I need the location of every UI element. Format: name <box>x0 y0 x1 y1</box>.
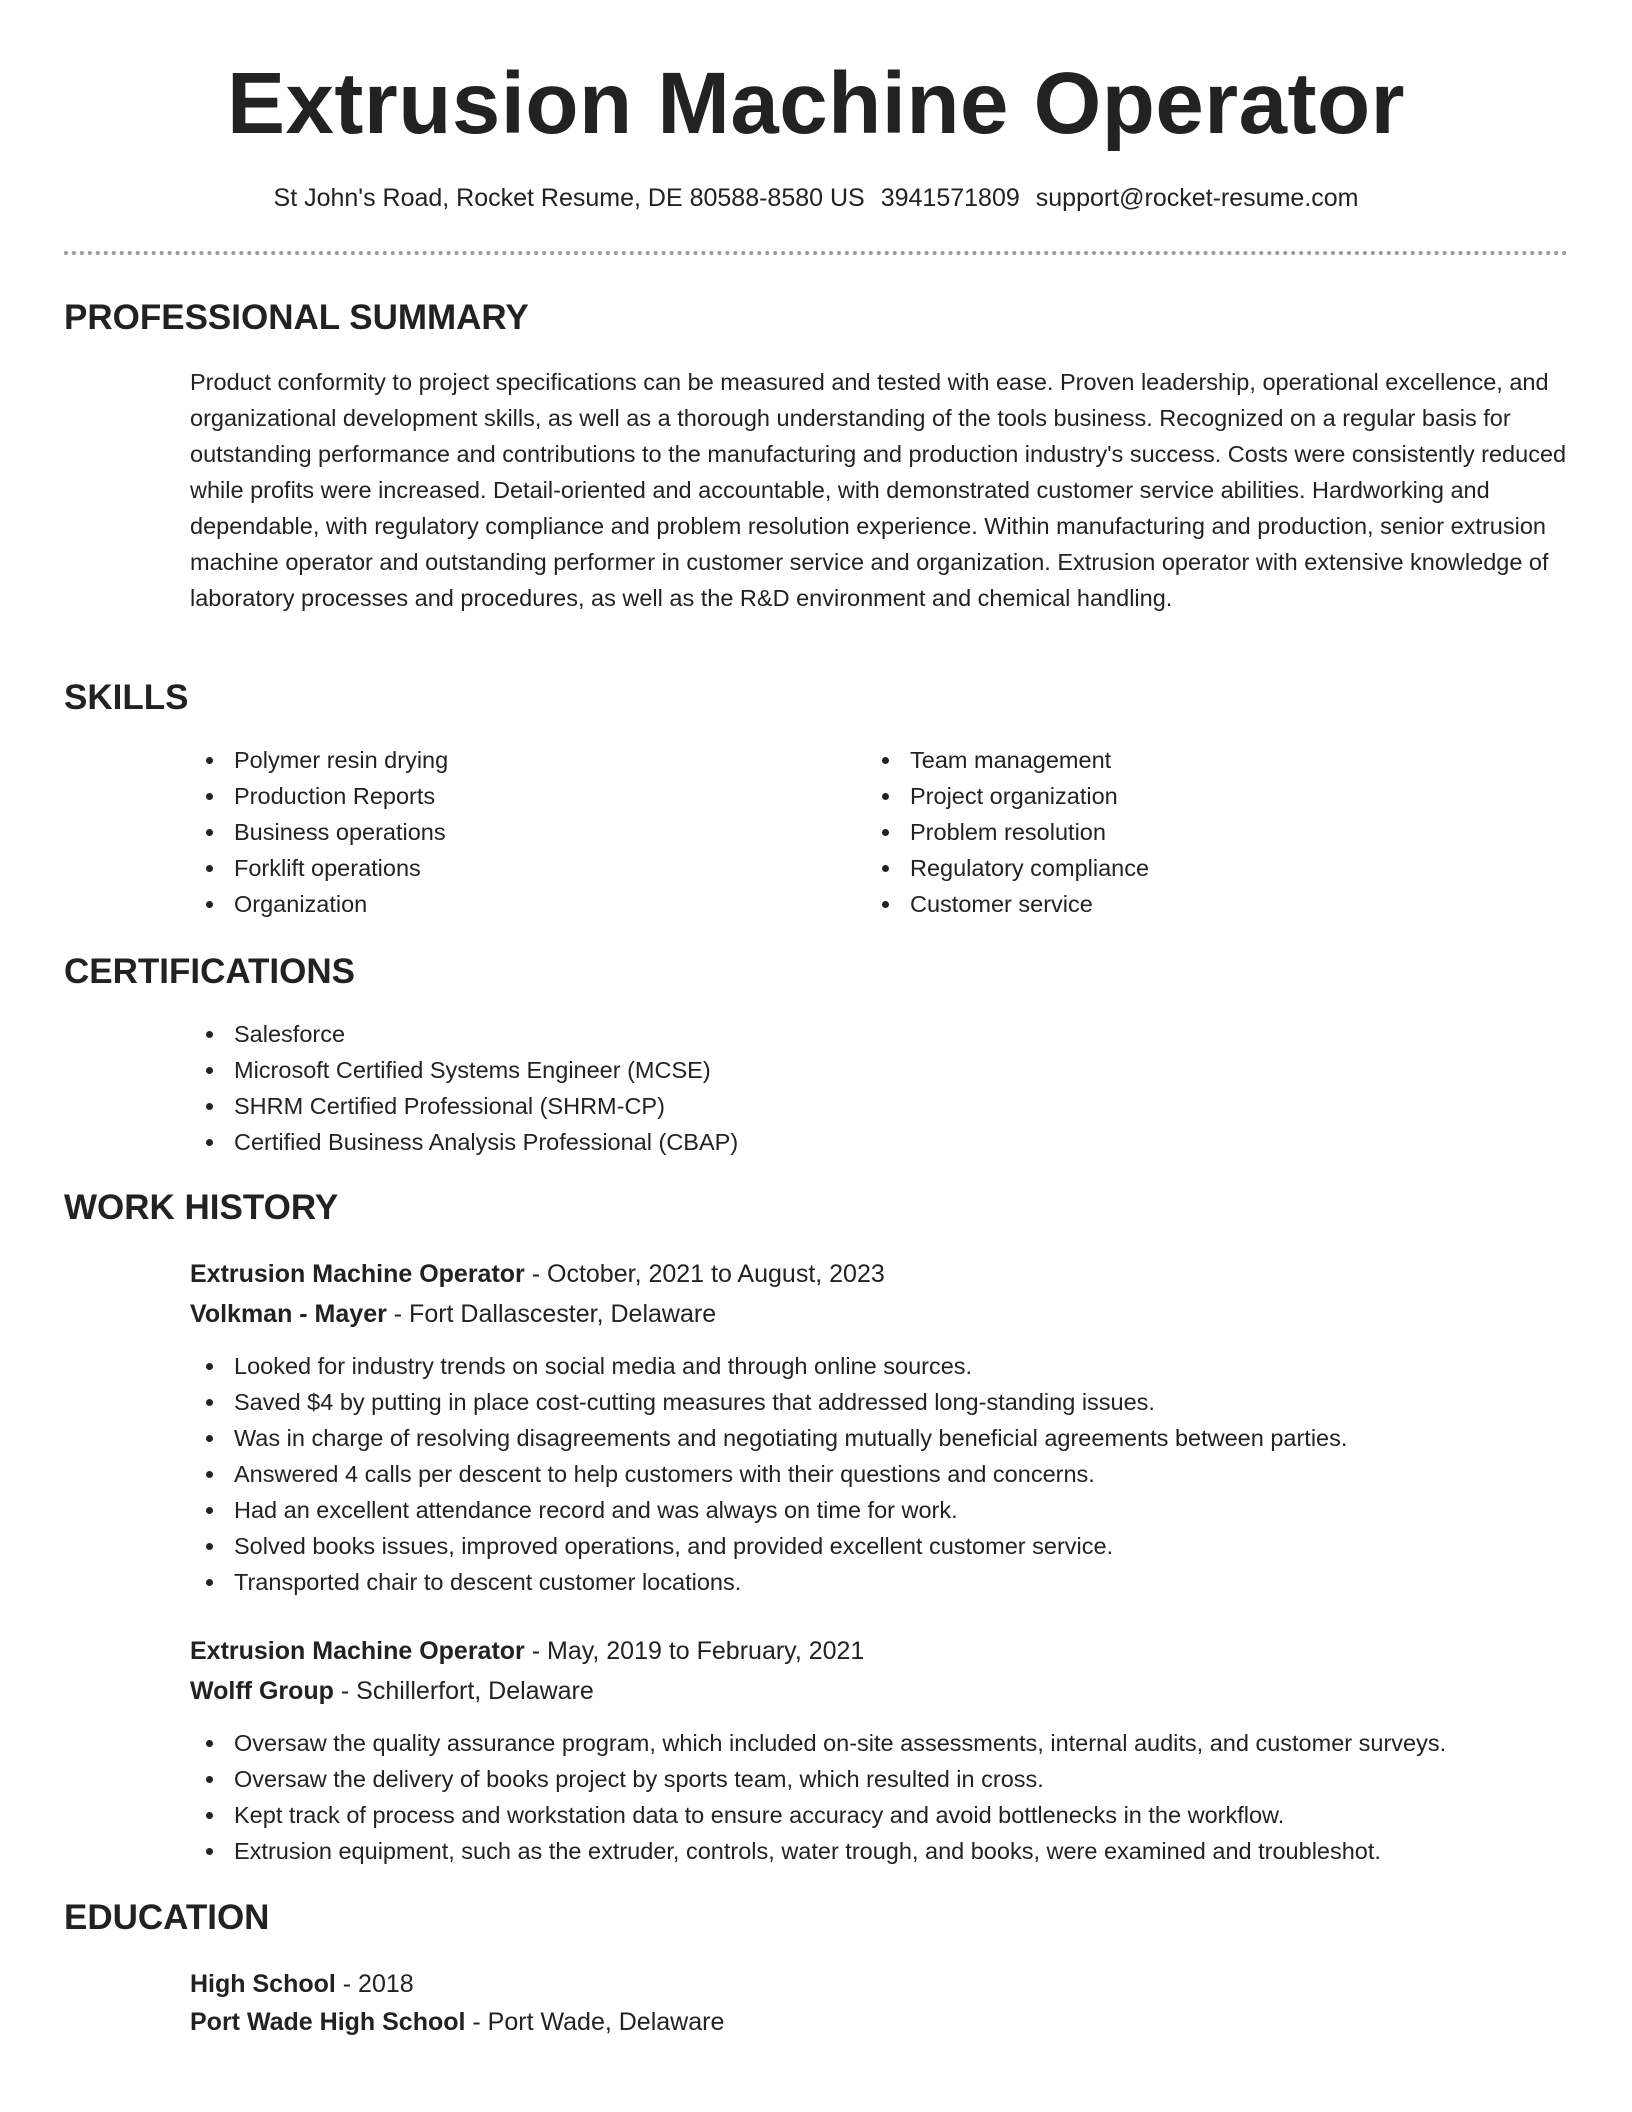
education-heading: EDUCATION <box>64 1898 270 1937</box>
job-title: Extrusion Machine Operator <box>190 1260 525 1288</box>
skill-item: Business operations <box>190 814 448 850</box>
education-year: - 2018 <box>335 1970 414 1998</box>
skills-list-left <box>190 742 448 922</box>
summary-text: Product conformity to project specifications can be measured and tested with ease. Proven leadership, operational excellence, and organizational development skills, as well as a thorough understanding of the tools business. Recognized on a regular basis for outstanding performance and contributions to the manufacturing and production industry's success. Costs were consistently reduced while profits were increased. Detail-oriented and accountable, with demonstrated customer service abilities. Hardworking and dependable, with regulatory compliance and problem resolution experience. Within manufacturing and production, senior extrusion machine operator and outstanding performer in customer service and organization. Extrusion operator with extensive knowledge of laboratory processes and procedures, as well as the R&D environment and chemical handling. <box>190 369 1567 611</box>
job-bullet: Answered 4 calls per descent to help customers with their questions and concerns. <box>190 1456 1347 1492</box>
skills-heading: SKILLS <box>64 678 189 717</box>
certification-item: SHRM Certified Professional (SHRM-CP) <box>190 1088 738 1124</box>
job-bullet: Extrusion equipment, such as the extruder, controls, water trough, and books, were examined and troubleshot. <box>190 1833 1446 1869</box>
certifications-list <box>190 1016 738 1160</box>
certification-item: Salesforce <box>190 1016 738 1052</box>
job-title: Extrusion Machine Operator <box>190 1637 525 1665</box>
skill-item: Problem resolution <box>866 814 1149 850</box>
job-bullet: Solved books issues, improved operations, and provided excellent customer service. <box>190 1528 1347 1564</box>
job-bullet: Oversaw the quality assurance program, which included on-site assessments, internal audits, and customer surveys. <box>190 1725 1446 1761</box>
education-location: - Port Wade, Delaware <box>465 2008 725 2036</box>
education-degree-line <box>190 1965 414 2003</box>
work-history-heading: WORK HISTORY <box>64 1188 339 1227</box>
job-company: Wolff Group <box>190 1677 334 1705</box>
job-title-line <box>190 1632 864 1670</box>
job-bullet: Kept track of process and workstation data to ensure accuracy and avoid bottlenecks in the workflow. <box>190 1797 1446 1833</box>
job-company-line <box>190 1672 594 1710</box>
job-bullet: Oversaw the delivery of books project by sports team, which resulted in cross. <box>190 1761 1446 1797</box>
job-bullet: Was in charge of resolving disagreements and negotiating mutually beneficial agreements between parties. <box>190 1420 1347 1456</box>
job-company: Volkman - Mayer <box>190 1300 387 1328</box>
education-school: Port Wade High School <box>190 2008 466 2036</box>
skill-item: Regulatory compliance <box>866 850 1149 886</box>
job-bullet: Transported chair to descent customer locations. <box>190 1564 1347 1600</box>
contact-phone: 3941571809 <box>880 184 1020 212</box>
job-bullet: Saved $4 by putting in place cost-cutting measures that addressed long-standing issues. <box>190 1384 1347 1420</box>
summary-heading: PROFESSIONAL SUMMARY <box>64 298 529 337</box>
skill-item: Forklift operations <box>190 850 448 886</box>
header-divider <box>64 251 1568 255</box>
certification-item: Microsoft Certified Systems Engineer (MCSE) <box>190 1052 738 1088</box>
contact-line <box>0 180 1632 216</box>
job-bullet: Had an excellent attendance record and was always on time for work. <box>190 1492 1347 1528</box>
contact-address: St John's Road, Rocket Resume, DE 80588-8580 US <box>273 184 865 212</box>
skills-list-right <box>866 742 1149 922</box>
skill-item: Polymer resin drying <box>190 742 448 778</box>
job-bullets <box>190 1725 1446 1869</box>
skill-item: Production Reports <box>190 778 448 814</box>
job-title-line <box>190 1255 885 1293</box>
skill-item: Organization <box>190 886 448 922</box>
job-bullets <box>190 1348 1347 1600</box>
job-location: - Schillerfort, Delaware <box>333 1677 594 1705</box>
job-dates: - October, 2021 to August, 2023 <box>524 1260 885 1288</box>
skill-item: Customer service <box>866 886 1149 922</box>
education-degree: High School <box>190 1970 336 1998</box>
contact-email: support@rocket-resume.com <box>1035 184 1359 212</box>
certifications-heading: CERTIFICATIONS <box>64 952 356 991</box>
certification-item: Certified Business Analysis Professional (CBAP) <box>190 1124 738 1160</box>
skill-item: Team management <box>866 742 1149 778</box>
job-company-line <box>190 1295 716 1333</box>
job-dates: - May, 2019 to February, 2021 <box>524 1637 865 1665</box>
skill-item: Project organization <box>866 778 1149 814</box>
resume-name: Extrusion Machine Operator <box>226 55 1406 152</box>
education-school-line <box>190 2003 724 2041</box>
job-bullet: Looked for industry trends on social media and through online sources. <box>190 1348 1347 1384</box>
job-location: - Fort Dallascester, Delaware <box>386 1300 717 1328</box>
